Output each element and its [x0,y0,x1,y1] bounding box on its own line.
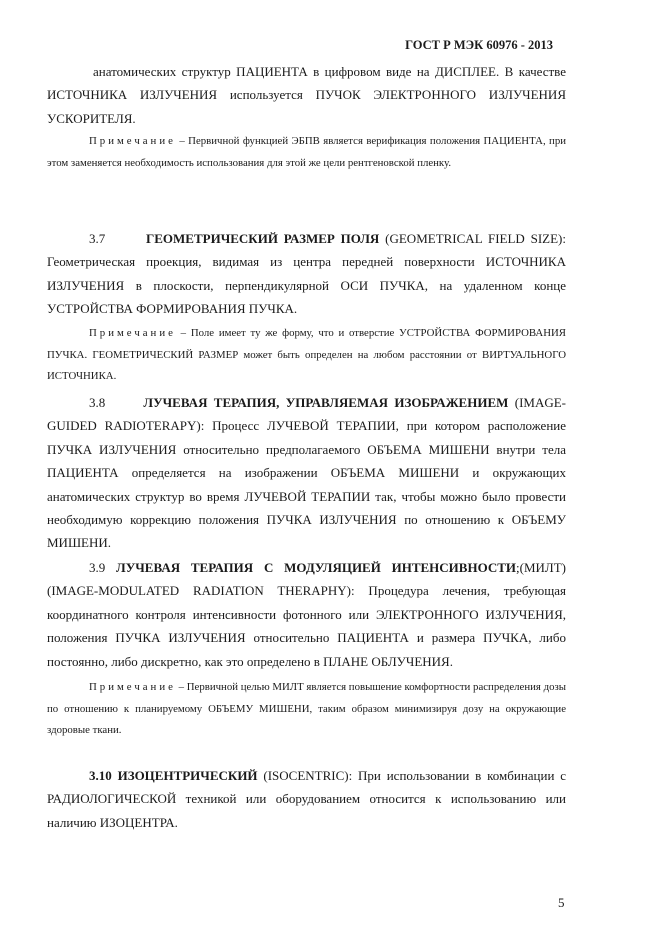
note-label: Примечание [89,135,176,147]
term: ЛУЧЕВАЯ ТЕРАПИЯ С МОДУЛЯЦИЕЙ ИНТЕНСИВНОСТИ [116,560,517,575]
note-dash: – [179,135,185,147]
section-number: 3.10 [89,768,112,783]
note-label: Примечание [89,681,176,693]
note-text: Первичной целью МИЛТ является повышение комфортности распределения дозы по отношению к планируемому ОБЪЕМУ МИШЕНИ, таким образом минимизируя дозу на окружающие здоровые ткани. [47,681,566,736]
note-3-7 [47,323,566,388]
note-3-9 [47,677,566,742]
definition: (ISOCENTRIC): При использовании в комбинации с РАДИОЛОГИЧЕСКОЙ техникой или оборудованием относится к использованию или наличию ИЗОЦЕНТРА. [47,768,567,830]
term: ЛУЧЕВАЯ ТЕРАПИЯ, УПРАВЛЯЕМАЯ ИЗОБРАЖЕНИЕМ [143,395,509,410]
note-dash: – [180,327,187,339]
page-number: 5 [558,895,565,910]
definition: (GEOMETRICAL FIELD SIZE): Геометрическая проекция, видимая из центра передней поверхности ИСТОЧНИКА ИЗЛУЧЕНИЯ в плоскости, перпендикулярной ОСИ ПУЧКА, на удаленном конце УСТРОЙСТВА ФОРМИРОВАНИЯ ПУЧКА. [47,231,566,317]
section-3-10 [47,764,566,834]
note-dash: – [178,681,185,693]
term: ИЗОЦЕНТРИЧЕСКИЙ [117,768,258,783]
section-3-7 [47,227,566,321]
section-number: 3.9 [89,560,106,575]
section-3-9 [47,556,566,673]
note-text: Первичной функцией ЭБПВ является верификация положения ПАЦИЕНТА, при этом заменяется необходимость использования для этой же цели рентгеновской пленку. [47,135,567,169]
definition: (IMAGE-GUIDED RADIOTERAPY): Процесс ЛУЧЕВОЙ ТЕРАПИИ, при котором расположение ПУЧКА ИЗЛУЧЕНИЯ относительно предполагаемого ОБЪЕМА МИШЕНИ внутри тела ПАЦИЕНТА определяется на изображении ОБЪЕМА МИШЕНИ и окружающих анатомических структур во время ЛУЧЕВОЙ ТЕРАПИИ так, чтобы можно было провести необходимую коррекцию положения ПУЧКА ИЗЛУЧЕНИЯ по отношению к ОБЪЕМУ МИШЕНИ. [47,395,567,551]
section-number: 3.7 [89,231,106,246]
paragraph-continuation: анатомических структур ПАЦИЕНТА в цифровом виде на ДИСПЛЕЕ. В качестве ИСТОЧНИКА ИЗЛУЧЕНИЯ используется ПУЧОК ЭЛЕКТРОННОГО ИЗЛУЧЕНИЯ УСКОРИТЕЛЯ. [47,64,566,126]
definition: ;(МИЛТ) (IMAGE-MODULATED RADIATION THERAPHY): Процедура лечения, требующая координатного контроля интенсивности фотонного или ЭЛЕКТРОННОГО ИЗЛУЧЕНИЯ, положения ПУЧКА ИЗЛУЧЕНИЯ относительно ПАЦИЕНТА и размера ПУЧКА, либо постоянно, либо дискретно, как это определено в ПЛАНЕ ОБЛУЧЕНИЯ. [47,560,567,669]
term: ГЕОМЕТРИЧЕСКИЙ РАЗМЕР ПОЛЯ [145,231,380,246]
document-header: ГОСТ Р МЭК 60976 - 2013 [405,38,553,52]
section-number: 3.8 [89,395,106,410]
note-label: Примечание [89,327,176,339]
section-3-8 [47,391,566,555]
note-1 [47,131,566,174]
note-text: Поле имеет ту же форму, что и отверстие УСТРОЙСТВА ФОРМИРОВАНИЯ ПУЧКА. ГЕОМЕТРИЧЕСКИЙ РАЗМЕР может быть определен на любом расстоянии от ВИРТУАЛЬНОГО ИСТОЧНИКА. [47,327,567,382]
